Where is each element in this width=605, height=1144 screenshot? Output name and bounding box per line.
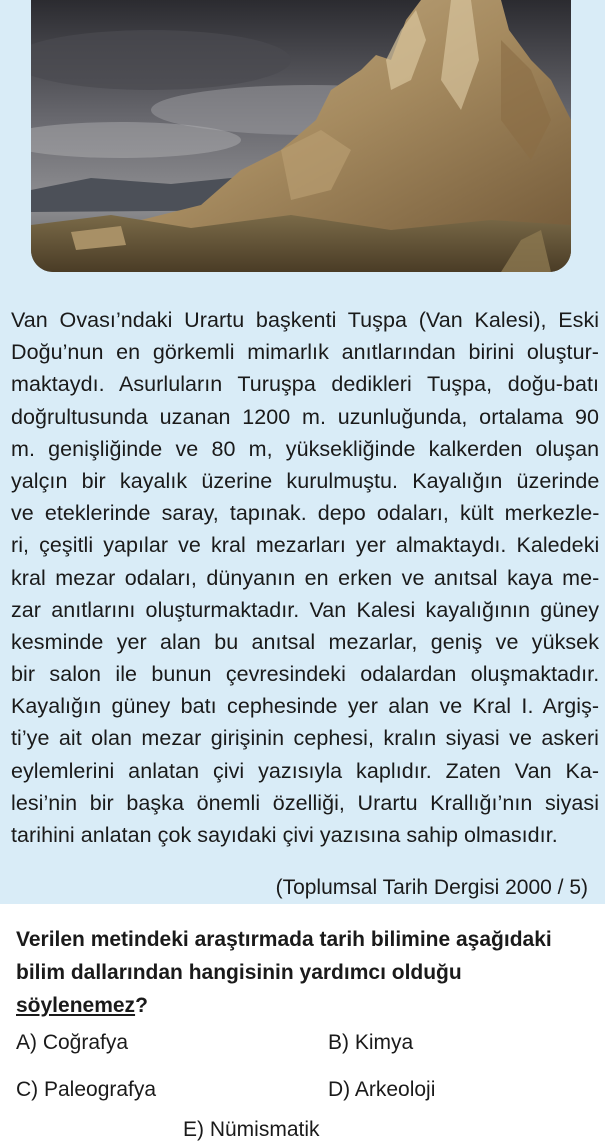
passage-line: tarihini anlatan çok sayıdaki çivi yazısına sahip olmasıdır. bbox=[11, 823, 558, 847]
option-c[interactable]: C) Paleografya bbox=[16, 1078, 157, 1101]
passage-line: yalçın bir kayalık üzerine kurulmuştu. Kayalığın üzerinde bbox=[11, 468, 600, 493]
fortress-illustration bbox=[31, 0, 571, 272]
passage-line: ve eteklerinde saray, tapınak. depo odaları, kült merkezle- bbox=[11, 501, 600, 526]
passage-line: maktaydı. Asurluların Turuşpa dedikleri Tuşpa, doğu-batı bbox=[11, 372, 599, 397]
passage-line: eylemlerini anlatan çivi yazısıyla kaplıdır. Zaten Van Ka- bbox=[11, 758, 600, 783]
question-negative-word: söylenemez bbox=[16, 994, 136, 1017]
option-e[interactable]: E) Nümismatik bbox=[183, 1118, 320, 1141]
source-citation: (Toplumsal Tarih Dergisi 2000 / 5) bbox=[275, 876, 588, 899]
passage-line: doğrultusunda uzanan 1200 m. uzunluğunda, ortalama 90 bbox=[11, 404, 599, 429]
passage-line: m. genişliğinde ve 80 m, yüksekliğinde kalkerden oluşan bbox=[11, 436, 600, 461]
question-stem bbox=[16, 923, 596, 1022]
passage-line: ri, çeşitli yapılar ve kral mezarları yer almaktaydı. Kaledeki bbox=[11, 533, 600, 558]
passage-line: bir salon ile bunun çevresindeki odalardan oluşmaktadır. bbox=[11, 662, 600, 687]
passage-line: Doğu’nun en görkemli mimarlık anıtlarından birini oluştur- bbox=[11, 340, 599, 365]
passage-line: Van Ovası’ndaki Urartu başkenti Tuşpa (Van Kalesi), Eski bbox=[11, 308, 600, 332]
question-mark: ? bbox=[135, 994, 148, 1017]
passage-line: kesminde yer alan bu anıtsal mezarlar, geniş ve yüksek bbox=[11, 629, 599, 654]
van-fortress-photo bbox=[31, 0, 571, 272]
passage-text bbox=[11, 304, 599, 851]
passage-line: kral mezar odaları, dünyanın en erken ve anıtsal kaya me- bbox=[11, 565, 600, 590]
question-text: Verilen metindeki araştırmada tarih bilimine aşağıdaki bilim dallarından hangisinin yardımcı olduğu bbox=[16, 928, 552, 984]
option-a[interactable]: A) Coğrafya bbox=[16, 1031, 129, 1054]
passage-line: lesi’nin bir başka önemli özelliği, Urartu Krallığı’nın siyasi bbox=[11, 790, 600, 815]
passage-line: ti’ye ait olan mezar girişinin cephesi, kralın siyasi ve askeri bbox=[11, 726, 599, 751]
passage-line: Kayalığın güney batı cephesinde yer alan ve Kral I. Argiş- bbox=[11, 694, 600, 719]
option-d[interactable]: D) Arkeoloji bbox=[328, 1078, 436, 1101]
passage-line: zar anıtlarını oluşturmaktadır. Van Kalesi kayalığının güney bbox=[11, 597, 600, 622]
option-b[interactable]: B) Kimya bbox=[328, 1031, 414, 1054]
